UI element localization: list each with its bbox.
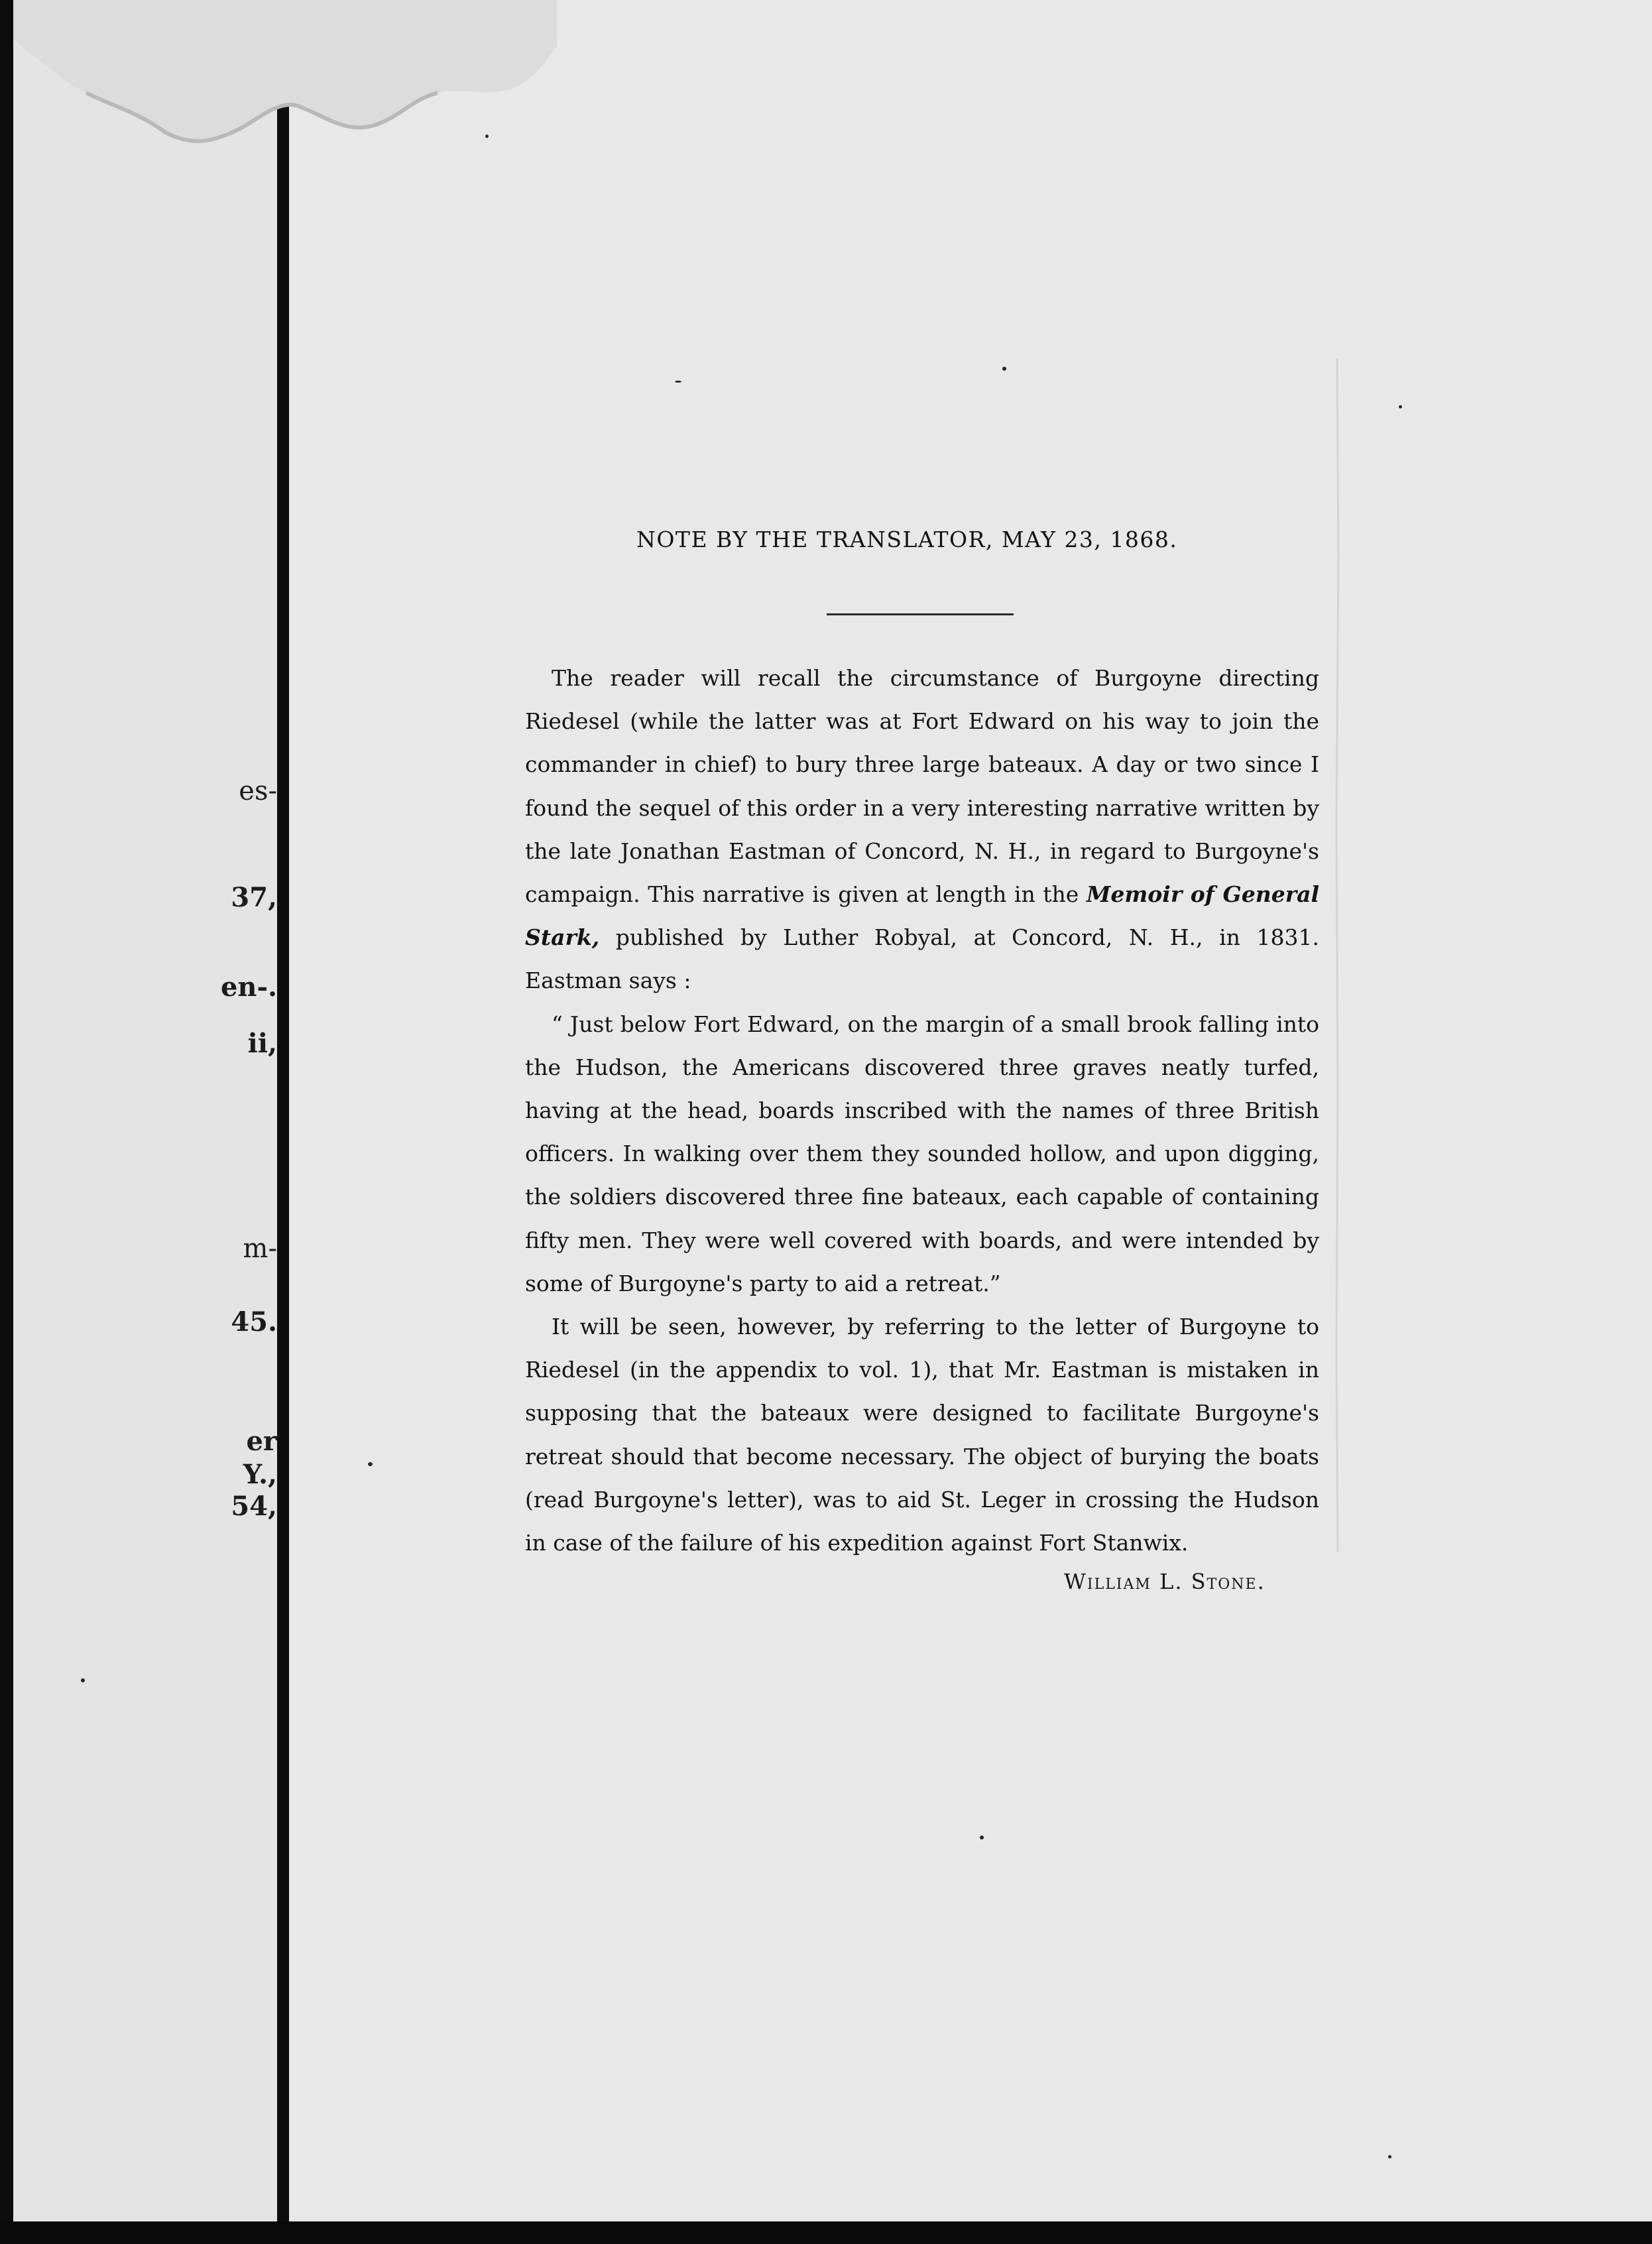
left-margin-fragments [13, 0, 277, 2244]
margin-fragment: en-. [220, 971, 277, 1003]
margin-fragment: er [246, 1426, 277, 1457]
book-title-italic: Memoir of General Stark, [525, 881, 1320, 951]
book-gutter [277, 0, 289, 2244]
dust-speck [1388, 2155, 1391, 2158]
paragraph-3: It will be seen, however, by referring to the letter of Burgoyne to Riedesel (in the appendix to vol. 1), that Mr. Eastman is mistaken in supposing that the bateaux were designed to facilitate Burgoyne's retreat should that become necessary. The object of burying the boats (read Burgoyne's letter), was to aid St. Leger in crossing the Hudson in case of the failure of his expedition against Fort Stanwix. [525, 1314, 1319, 1556]
left-dark-edge [0, 0, 13, 2244]
margin-fragment: 37, [231, 882, 277, 913]
dust-speck [675, 381, 681, 383]
note-body [525, 656, 1319, 1564]
margin-fragment: 45. [231, 1306, 277, 1338]
paragraph-1-text-a: The reader will recall the circumstance of Burgoyne directing Riedesel (while the latter was at Fort Edward on his way to join the commander in chief) to bury three large bateaux. A day or two since I found the sequel of this order in a very interesting narrative written by the late Jonathan Eastman of Concord, N. H., in regard to Burgoyne's campaign. This narrative is given at length in the [525, 665, 1319, 908]
paragraph-1-text-b: published by Luther Robyal, at Concord, N. H., in 1831. Eastman says : [525, 924, 1319, 994]
signature: William L. Stone. [1064, 1569, 1266, 1594]
dust-speck [485, 135, 489, 138]
paragraph-1 [525, 656, 1319, 1003]
margin-fragment: m- [243, 1233, 277, 1264]
page-heading: NOTE BY THE TRANSLATOR, MAY 23, 1868. [636, 527, 1178, 552]
dust-speck [1002, 367, 1006, 371]
heading-rule [827, 613, 1014, 615]
margin-fragment: 54, [231, 1491, 277, 1522]
dust-speck [1399, 405, 1402, 408]
dust-speck [980, 1836, 984, 1839]
margin-fragment: ii, [247, 1028, 277, 1059]
page-crease [1332, 358, 1342, 1552]
margin-fragment: es- [239, 776, 277, 806]
bottom-dark-edge [0, 2221, 1652, 2244]
dust-speck [368, 1462, 373, 1466]
margin-fragment: Y., [243, 1459, 277, 1490]
paragraph-2-quote: “ Just below Fort Edward, on the margin of a small brook falling into the Hudson, the Americans discovered three graves neatly turfed, having at the head, boards inscribed with the names of three British officers. In walking over them they sounded hollow, and upon digging, the soldiers discovered three fine bateaux, each capable of containing fifty men. They were well covered with boards, and were intended by some of Burgoyne's party to aid a retreat.” [525, 1011, 1319, 1296]
dust-speck [81, 1678, 85, 1682]
